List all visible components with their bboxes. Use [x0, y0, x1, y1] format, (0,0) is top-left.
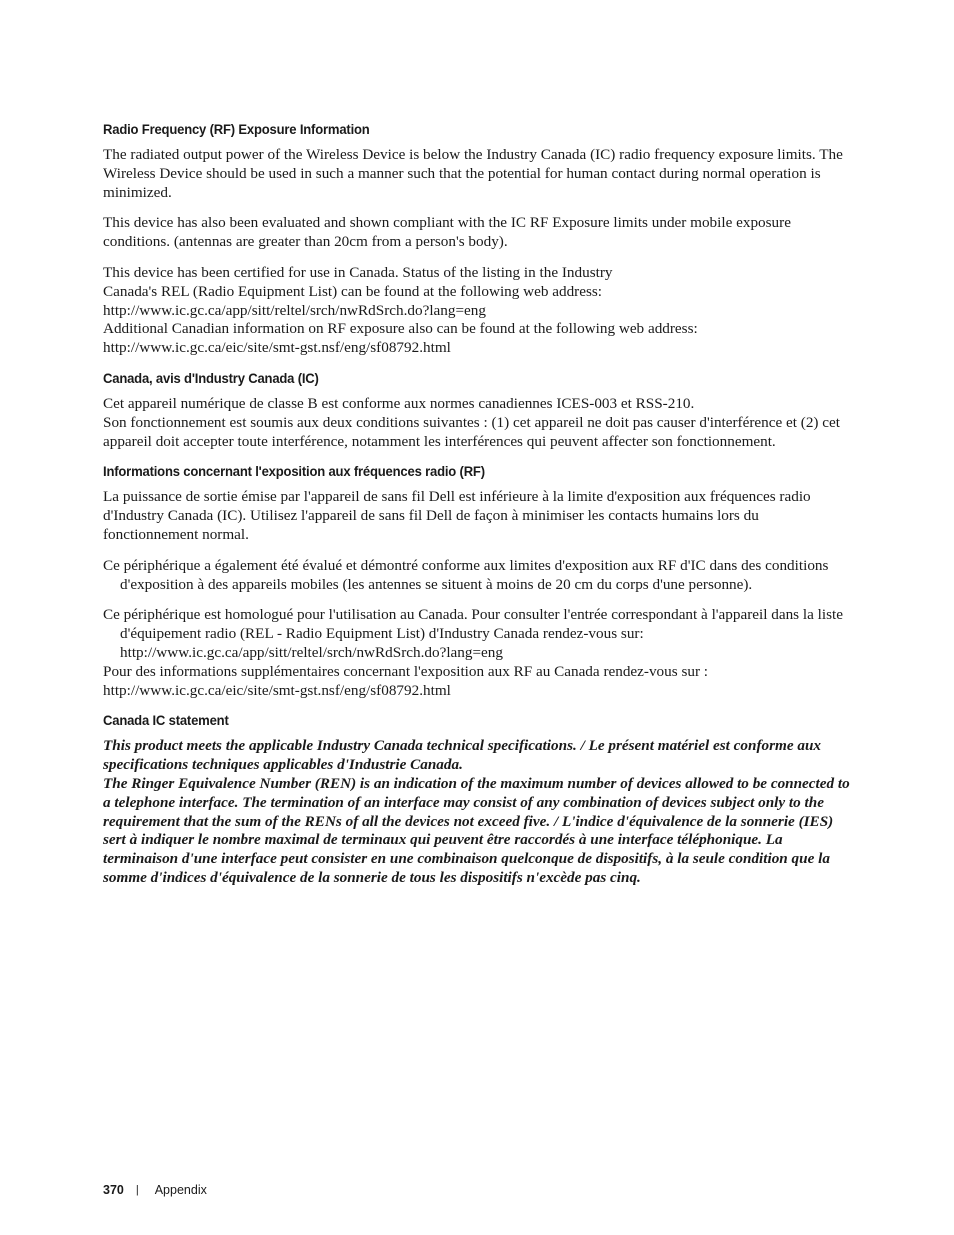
url-text: http://www.ic.gc.ca/eic/site/smt-gst.nsf/eng/sf08792.html	[103, 339, 451, 357]
paragraph	[103, 775, 853, 888]
footer-separator: |	[135, 1184, 139, 1196]
text-line: Additional Canadian information on RF exposure also can be found at the following web address:	[103, 320, 698, 338]
url-text: http://www.ic.gc.ca/app/sitt/reltel/srch/nwRdSrch.do?lang=eng	[103, 301, 486, 319]
section-heading: Informations concernant l'exposition aux fréquences radio (RF)	[103, 464, 485, 481]
section-heading: Radio Frequency (RF) Exposure Information	[103, 122, 370, 138]
section-ic-statement	[103, 711, 853, 887]
page-content	[103, 120, 853, 899]
paragraph	[103, 737, 853, 775]
section-avis-ic	[103, 369, 853, 451]
footer-section-label: Appendix	[154, 1183, 207, 1197]
paragraph-listing	[103, 264, 853, 358]
paragraph: The radiated output power of the Wireless Device is below the Industry Canada (IC) radio frequency exposure limits. The Wireless Device should be used in such a manner such that the potential for human contact during normal operation is minimized.	[103, 146, 843, 201]
paragraph: La puissance de sortie émise par l'appareil de sans fil Dell est inférieure à la limite d'exposition aux fréquences radio d'Industry Canada (IC). Utilisez l'appareil de sans fil Dell de façon à minimiser les contacts humains lors du fonctionnement normal.	[103, 488, 811, 543]
paragraph: Ce périphérique est homologué pour l'utilisation au Canada. Pour consulter l'entrée correspondant à l'appareil dans la liste d'équipement radio (REL - Radio Equipment List) d'Industry Canada rendez-vous sur:	[103, 606, 843, 643]
text-line: This device has been certified for use in Canada. Status of the listing in the Industry	[103, 263, 613, 281]
paragraph: This device has also been evaluated and shown compliant with the IC RF Exposure limits under mobile exposure conditions. (antennas are greater than 20cm from a person's body).	[103, 214, 791, 251]
url-text: http://www.ic.gc.ca/eic/site/smt-gst.nsf/eng/sf08792.html	[103, 681, 451, 699]
section-heading: Canada IC statement	[103, 713, 229, 730]
paragraph: Son fonctionnement est soumis aux deux conditions suivantes : (1) cet appareil ne doit pas causer d'interférence et (2) cet appareil doit accepter toute interférence, notamment les interférences qui peuvent affecter son fonctionnement.	[103, 413, 840, 450]
text-line: Canada's REL (Radio Equipment List) can be found at the following web address:	[103, 282, 603, 300]
paragraph: Ce périphérique a également été évalué et démontré conforme aux limites d'exposition aux RF d'IC dans des conditions d'exposition à des appareils mobiles (les antennes se situent à moins de 20 cm du corps d'une personne).	[103, 556, 829, 593]
section-heading: Canada, avis d'Industry Canada (IC)	[103, 370, 319, 387]
page-footer	[103, 1180, 207, 1200]
statement-text: The Ringer Equivalence Number (REN) is an indication of the maximum number of devices allowed to be connected to a telephone interface. The termination of an interface may consist of any combination of devices subject only to the requirement that the sum of the RENs of all the devices not exceed five. / L'indice d'équivalence de la sonnerie (IES) sert à indiquer le nombre maximal de terminaux qui peuvent être raccordés à une interface téléphonique. La terminaison d'une interface peut consister en une combinaison quelconque de dispositifs, à la seule condition que la somme d'indices d'équivalence de la sonnerie de tous les dispositifs n'excède pas cinq.	[103, 774, 850, 886]
page-number: 370	[103, 1183, 124, 1197]
section-rf-exposure	[103, 120, 853, 358]
paragraph: Pour des informations supplémentaires concernant l'exposition aux RF au Canada rendez-vous sur :	[103, 662, 709, 680]
url-text: http://www.ic.gc.ca/app/sitt/reltel/srch/nwRdSrch.do?lang=eng	[120, 643, 503, 661]
paragraph: Cet appareil numérique de classe B est conforme aux normes canadiennes ICES-003 et RSS-210.	[103, 394, 695, 412]
statement-text: This product meets the applicable Industry Canada technical specifications. / Le présent matériel est conforme aux specifications techniques applicables d'Industrie Canada.	[103, 737, 822, 774]
section-info-rf	[103, 462, 853, 700]
